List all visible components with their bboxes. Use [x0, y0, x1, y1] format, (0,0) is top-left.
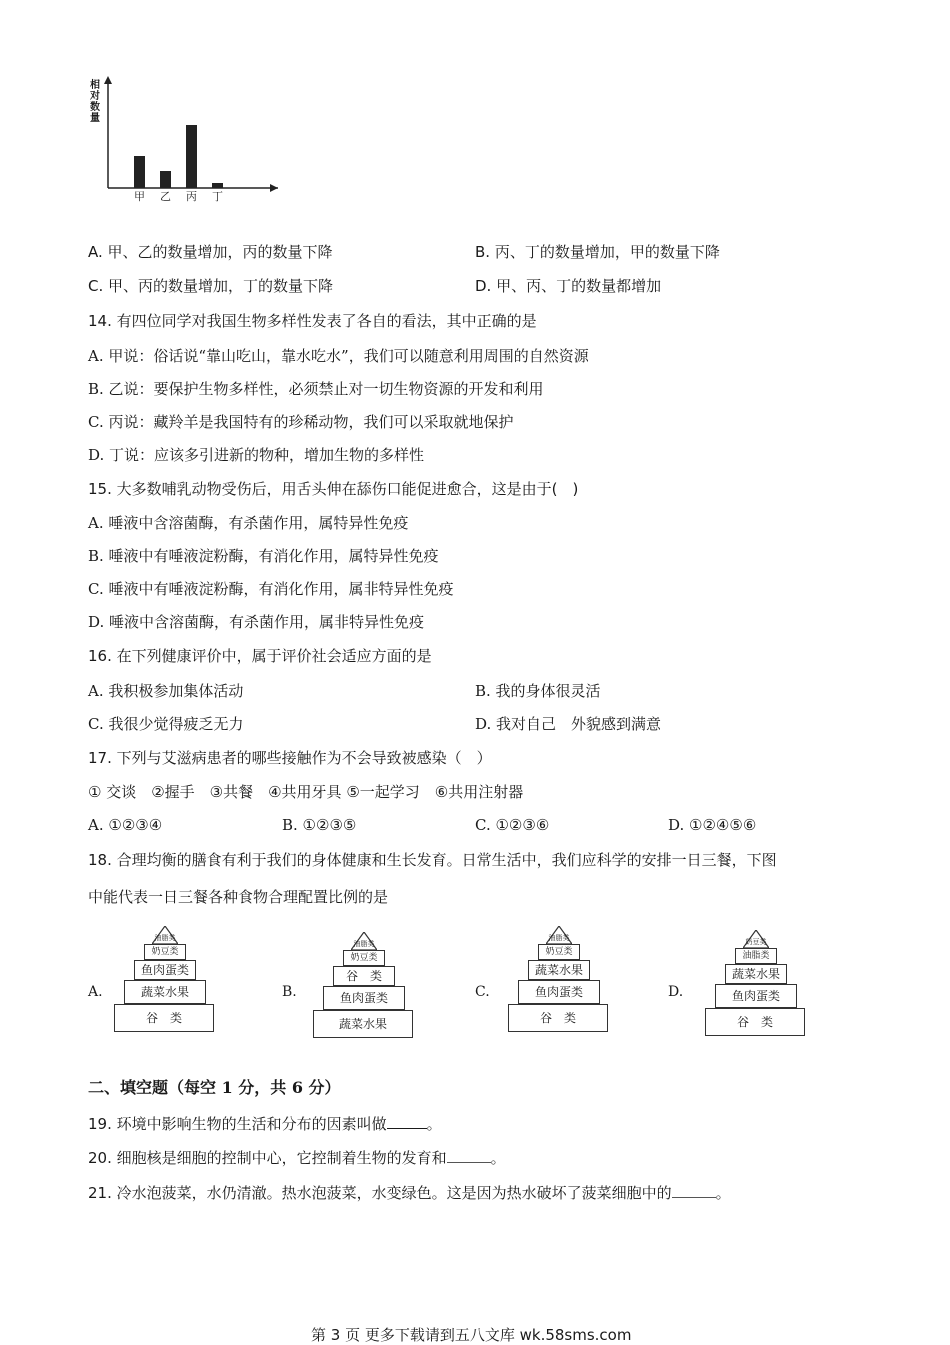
- q18-stem-line1: 18. 合理均衡的膳食有利于我们的身体健康和生长发育。日常生活中，我们应科学的安排一日三餐，下图: [88, 851, 777, 869]
- pyramid-d: [705, 930, 805, 1042]
- q17-stem: 17. 下列与艾滋病患者的哪些接触作为不会导致被感染（ ）: [88, 749, 492, 767]
- q13-option-d: D. 甲、丙、丁的数量都增加: [475, 277, 662, 295]
- q19-end: 。: [426, 1115, 442, 1133]
- q16-stem: 16. 在下列健康评价中，属于评价社会适应方面的是: [88, 647, 432, 665]
- q14-option-d: D. 丁说：应该多引进新的物种，增加生物的多样性: [88, 446, 425, 464]
- q17-option-c: C. ①②③⑥: [475, 816, 550, 834]
- pyramid-b-tier-4: 鱼肉蛋类: [323, 986, 405, 1010]
- pyramid-d-tier-5: 谷 类: [705, 1008, 805, 1036]
- q14-option-c: C. 丙说：藏羚羊是我国特有的珍稀动物，我们可以采取就地保护: [88, 413, 514, 431]
- q20-blank[interactable]: [447, 1148, 491, 1163]
- q16-option-b: B. 我的身体很灵活: [475, 682, 601, 700]
- q21-end: 。: [715, 1184, 731, 1202]
- q17-option-b: B. ①②③⑤: [282, 816, 357, 834]
- pyramid-a-tier-1: 油脂类: [152, 926, 178, 944]
- q19: [88, 1113, 442, 1134]
- pyramid-c-tier-4: 鱼肉蛋类: [518, 980, 600, 1004]
- pyramid-d-tier-1: 奶豆类: [743, 930, 769, 948]
- q14-option-a: A. 甲说：俗话说“靠山吃山，靠水吃水”，我们可以随意利用周围的自然资源: [88, 347, 589, 365]
- q20: [88, 1147, 506, 1168]
- q16-option-a: A. 我积极参加集体活动: [88, 682, 244, 700]
- pyramid-c: [508, 926, 608, 1038]
- q19-text: 19. 环境中影响生物的生活和分布的因素叫做: [88, 1115, 387, 1133]
- q18-stem-line2: 中能代表一日三餐各种食物合理配置比例的是: [88, 888, 389, 906]
- q15-option-b: B. 唾液中有唾液淀粉酶，有消化作用，属特异性免疫: [88, 547, 439, 565]
- q16-option-c: C. 我很少觉得疲乏无力: [88, 715, 244, 733]
- q14-option-b: B. 乙说：要保护生物多样性，必须禁止对一切生物资源的开发和利用: [88, 380, 544, 398]
- x-axis-arrow: [270, 184, 278, 192]
- pyramid-c-tier-5: 谷 类: [508, 1004, 608, 1032]
- pyramid-d-tier-3: 蔬菜水果: [725, 964, 787, 984]
- bar-3: [186, 125, 197, 188]
- pyramid-d-tier-4: 鱼肉蛋类: [715, 984, 797, 1008]
- bar-chart: [86, 74, 286, 208]
- pyramid-b-label: B.: [282, 984, 297, 1000]
- section-2-title: 二、填空题（每空 1 分，共 6 分）: [88, 1078, 341, 1097]
- q13-option-b: B. 丙、丁的数量增加，甲的数量下降: [475, 243, 720, 261]
- pyramid-a-tier-4: 蔬菜水果: [124, 980, 206, 1004]
- q20-text: 20. 细胞核是细胞的控制中心，它控制着生物的发育和: [88, 1149, 447, 1167]
- q20-end: 。: [490, 1149, 506, 1167]
- q15-stem: 15. 大多数哺乳动物受伤后，用舌头伸在舔伤口能促进愈合，这是由于( ): [88, 480, 579, 498]
- pyramid-b-tier-3: 谷 类: [333, 966, 395, 986]
- pyramid-a-tier-3: 鱼肉蛋类: [134, 960, 196, 980]
- pyramid-d-label: D.: [668, 984, 684, 1000]
- q19-blank[interactable]: [387, 1114, 427, 1129]
- q13-option-c: C. 甲、丙的数量增加，丁的数量下降: [88, 277, 334, 295]
- q17-option-d: D. ①②④⑤⑥: [668, 816, 757, 834]
- q15-option-a: A. 唾液中含溶菌酶，有杀菌作用，属特异性免疫: [88, 514, 409, 532]
- q21: [88, 1182, 731, 1203]
- bar-2: [160, 171, 171, 188]
- x-tick-label-3: 丙: [186, 190, 197, 203]
- q13-option-a: A. 甲、乙的数量增加，丙的数量下降: [88, 243, 333, 261]
- bar-4: [212, 183, 223, 188]
- page-footer: 第 3 页 更多下载请到五八文库 wk.58sms.com: [311, 1326, 632, 1344]
- q14-stem: 14. 有四位同学对我国生物多样性发表了各自的看法，其中正确的是: [88, 312, 537, 330]
- x-tick-label-2: 乙: [160, 190, 171, 203]
- pyramid-d-tier-2: 油脂类: [735, 948, 777, 964]
- pyramid-a-label: A.: [88, 984, 103, 1000]
- bar-1: [134, 156, 145, 188]
- pyramid-b: [313, 932, 413, 1044]
- x-tick-label-4: 丁: [212, 190, 223, 203]
- q15-option-c: C. 唾液中有唾液淀粉酶，有消化作用，属非特异性免疫: [88, 580, 454, 598]
- q16-option-d: D. 我对自己 外貌感到满意: [475, 715, 662, 733]
- q17-option-a: A. ①②③④: [88, 816, 163, 834]
- pyramid-c-tier-2: 奶豆类: [538, 944, 580, 960]
- pyramid-c-tier-1: 油脂类: [546, 926, 572, 944]
- pyramid-b-tier-1: 油脂类: [351, 932, 377, 950]
- x-tick-label-1: 甲: [134, 190, 145, 203]
- pyramid-c-tier-3: 蔬菜水果: [528, 960, 590, 980]
- pyramid-c-label: C.: [475, 984, 490, 1000]
- y-axis-arrow: [104, 76, 112, 84]
- q15-option-d: D. 唾液中含溶菌酶，有杀菌作用，属非特异性免疫: [88, 613, 425, 631]
- pyramid-a-tier-5: 谷 类: [114, 1004, 214, 1032]
- pyramid-b-tier-2: 奶豆类: [343, 950, 385, 966]
- q17-items: ① 交谈 ②握手 ③共餐 ④共用牙具 ⑤一起学习 ⑥共用注射器: [88, 783, 524, 801]
- pyramid-b-tier-5: 蔬菜水果: [313, 1010, 413, 1038]
- pyramid-a-tier-2: 奶豆类: [144, 944, 186, 960]
- pyramid-a: [114, 926, 214, 1038]
- chart-ylabel: 相对数量: [90, 80, 100, 124]
- q21-blank[interactable]: [672, 1183, 716, 1198]
- q21-text: 21. 冷水泡菠菜，水仍清澈。热水泡菠菜，水变绿色。这是因为热水破坏了菠菜细胞中的: [88, 1184, 672, 1202]
